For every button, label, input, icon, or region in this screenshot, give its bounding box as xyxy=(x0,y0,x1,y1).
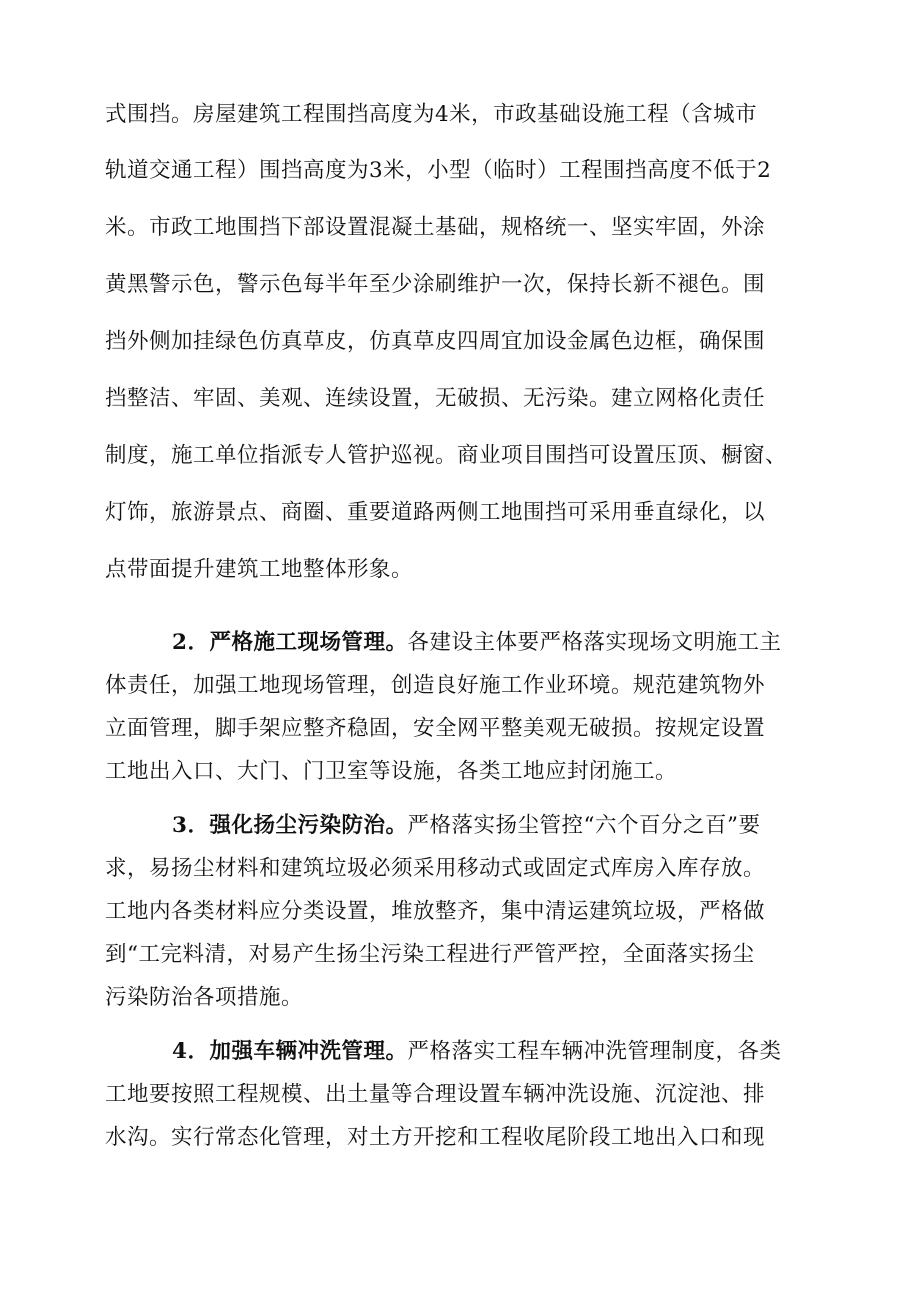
paragraph-1-line-2: 轨道交通工程）围挡高度为3米，小型（临时）工程围挡高度不低于2 xyxy=(105,158,772,183)
item-2-heading: 2．严格施工现场管理。 xyxy=(172,630,408,655)
paragraph-1-line-8: 灯饰，旅游景点、商圈、重要道路两侧工地围挡可采用垂直绿化，以 xyxy=(105,500,766,525)
item-2-line-4: 工地出入口、大门、门卫室等设施，各类工地应封闭施工。 xyxy=(105,759,678,784)
paragraph-1-line-3: 米。市政工地围挡下部设置混凝土基础，规格统一、坚实牢固，外涂 xyxy=(105,215,766,240)
paragraph-1-line-1: 式围挡。房屋建筑工程围挡高度为4米，市政基础设施工程（含城市 xyxy=(105,102,758,127)
item-3-line-5: 污染防治各项措施。 xyxy=(105,985,304,1010)
paragraph-1-line-4: 黄黑警示色，警示色每半年至少涂刷维护一次，保持长新不褪色。围 xyxy=(105,272,766,297)
item-4-first-line xyxy=(172,1039,781,1065)
item-3-first-line xyxy=(172,813,760,839)
item-3-line-2: 求，易扬尘材料和建筑垃圾必须采用移动式或固定式库房入库存放。 xyxy=(105,856,766,881)
item-2-first-line xyxy=(172,630,781,656)
paragraph-1-line-5: 挡外侧加挂绿色仿真草皮，仿真草皮四周宜加设金属色边框，确保围 xyxy=(105,329,766,354)
paragraph-1-line-7: 制度，施工单位指派专人管护巡视。商业项目围挡可设置压顶、橱窗、 xyxy=(105,443,788,468)
item-3-line-4: 到“工完料清，对易产生扬尘污染工程进行严管严控，全面落实扬尘 xyxy=(105,942,755,967)
item-4-line-2: 工地要按照工程规模、出土量等合理设置车辆冲洗设施、沉淀池、排 xyxy=(105,1082,766,1107)
item-2-first-line-text: 各建设主体要严格落实现场文明施工主 xyxy=(407,630,782,655)
item-3-line-3: 工地内各类材料应分类设置，堆放整齐，集中清运建筑垃圾，严格做 xyxy=(105,899,766,924)
paragraph-1-line-6: 挡整洁、牢固、美观、连续设置，无破损、无污染。建立网格化责任 xyxy=(105,386,766,411)
item-4-first-line-text: 严格落实工程车辆冲洗管理制度，各类 xyxy=(407,1039,782,1064)
item-3-heading: 3．强化扬尘污染防治。 xyxy=(172,813,408,838)
item-4-heading: 4．加强车辆冲洗管理。 xyxy=(172,1039,408,1064)
item-3-first-line-text: 严格落实扬尘管控“六个百分之百”要 xyxy=(407,813,761,838)
paragraph-1-line-9: 点带面提升建筑工地整体形象。 xyxy=(105,557,414,582)
item-2-line-3: 立面管理，脚手架应整齐稳固，安全网平整美观无破损。按规定设置 xyxy=(105,716,766,741)
item-4-line-3: 水沟。实行常态化管理，对土方开挖和工程收尾阶段工地出入口和现 xyxy=(105,1125,766,1150)
item-2-line-2: 体责任，加强工地现场管理，创造良好施工作业环境。规范建筑物外 xyxy=(105,673,766,698)
